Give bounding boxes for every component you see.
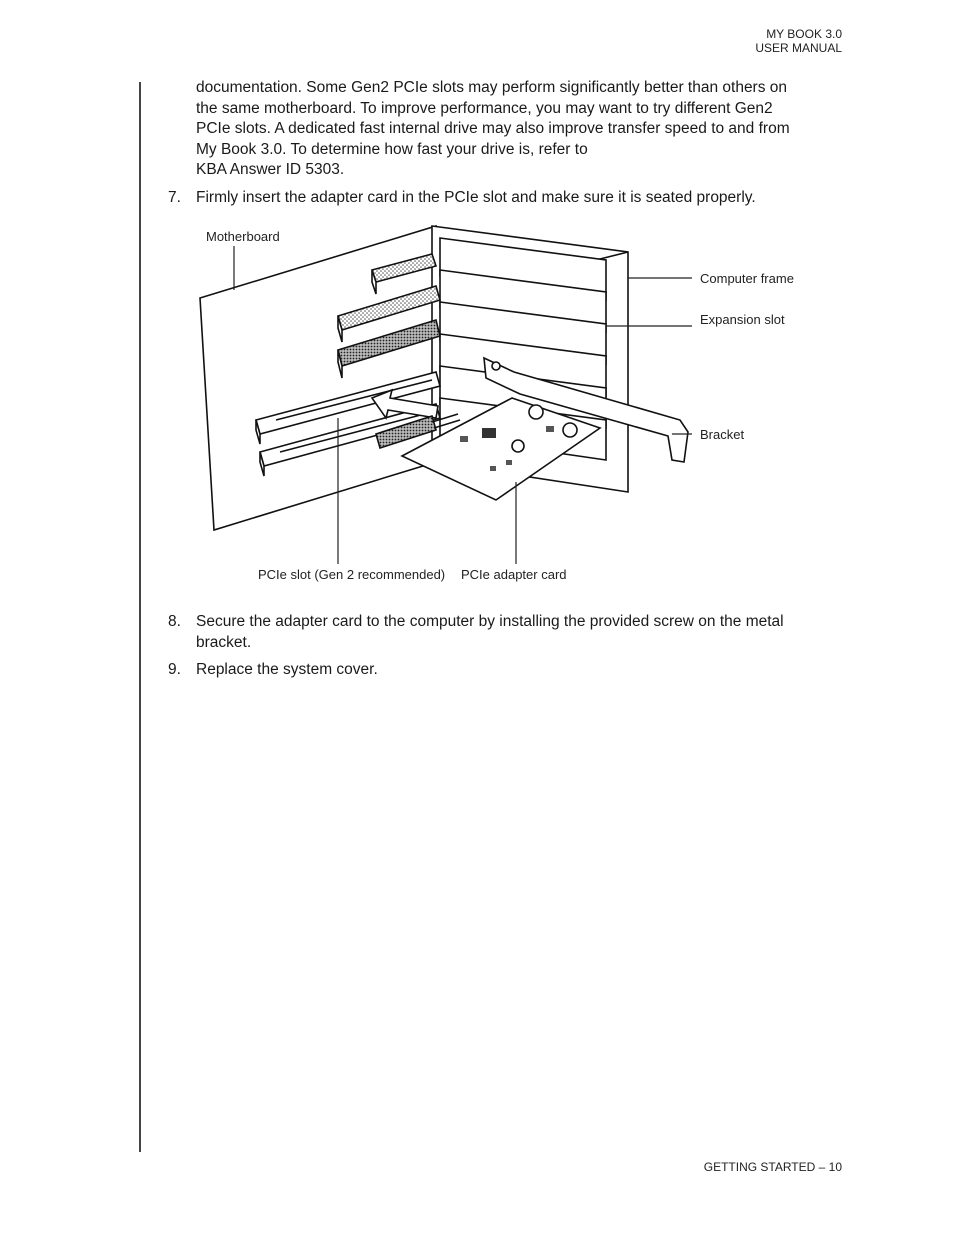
step-text: Firmly insert the adapter card in the PCIe slot and make sure it is seated properly. [196, 189, 756, 206]
step-number: 8. [168, 613, 181, 630]
intro-paragraph [196, 78, 846, 181]
intro-line: KBA Answer ID 5303. [196, 161, 345, 178]
intro-line: documentation. Some Gen2 PCIe slots may perform significantly better than others on [196, 79, 788, 96]
intro-line: PCIe slots. A dedicated fast internal drive may also improve transfer speed to and from [196, 120, 790, 137]
label-expansion-slot: Expansion slot [700, 312, 785, 327]
header-manual: USER MANUAL [755, 41, 842, 55]
label-adapter-card: PCIe adapter card [461, 567, 567, 582]
label-motherboard: Motherboard [206, 229, 280, 244]
pcie-install-figure [196, 222, 816, 592]
intro-line: the same motherboard. To improve performance, you may want to try different Gen2 [196, 99, 773, 117]
margin-rule [139, 82, 141, 1152]
running-header [755, 27, 842, 55]
page-footer: GETTING STARTED – 10 [703, 1160, 842, 1174]
label-bracket: Bracket [700, 427, 745, 442]
header-product: MY BOOK 3.0 [766, 27, 842, 41]
step-text: Secure the adapter card to the computer by installing the provided screw on the metal [196, 613, 784, 630]
intro-line: My Book 3.0. To determine how fast your drive is, refer to [196, 140, 588, 158]
step-text: Replace the system cover. [196, 661, 378, 678]
step-text-continued: bracket. [196, 633, 252, 651]
step-number: 9. [168, 661, 181, 678]
label-computer-frame: Computer frame [700, 271, 794, 286]
label-pcie-slot: PCIe slot (Gen 2 recommended) [258, 567, 446, 582]
step-number: 7. [168, 189, 181, 206]
